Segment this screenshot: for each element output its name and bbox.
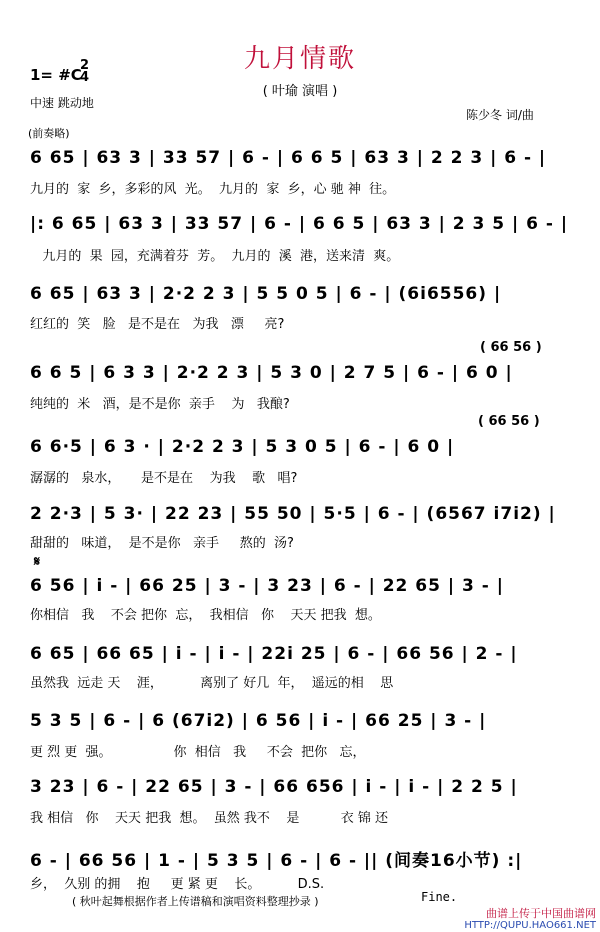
time-denominator: 4 (80, 70, 90, 85)
composer-credit: 陈少冬 词/曲 (466, 108, 534, 122)
lyrics-row-8: 虽然我 远走 天 涯， 离别了 好几 年， 遥远的相 思 (30, 676, 394, 691)
lyrics-row-9: 更 烈 更 强。 你 相信 我 不会 把你 忘， (30, 745, 366, 760)
lyrics-row-7: 你相信 我 不会 把你 忘， 我相信 你 天天 把我 想。 (30, 608, 381, 623)
notation-row-4: 6 6 5 | 6 3 3 | 2·2 2 3 | 5 3 0 | 2 7 5 | 6 - | 6 0 | (30, 363, 513, 383)
notation-row-11: 6 - | 66 56 | 1 - | 5 3 5 | 6 - | 6 - || (间奏16小节) :| (30, 851, 523, 871)
notation-row-6: 2 2·3 | 5 3· | 22 23 | 55 50 | 5·5 | 6 - | (6567 i7i2) | (30, 504, 556, 524)
lyrics-row-10: 我 相信 你 天天 把我 想。 虽然 我不 是 衣 锦 还 (30, 811, 388, 826)
lyrics-row-2: 九月的 果 园，充满着芬 芳。 九月的 溪 港，送来清 爽。 (30, 249, 400, 264)
segno-icon: 𝄋 (34, 554, 41, 570)
notation-row-1: 6 65 | 63 3 | 33 57 | 6 - | 6 6 5 | 63 3 | 2 2 3 | 6 - | (30, 148, 547, 168)
bracket-note-2: ( 66 56 ) (478, 414, 540, 429)
notation-row-3: 6 65 | 63 3 | 2·2 2 3 | 5 5 0 5 | 6 - | (6i6556) | (30, 284, 502, 304)
lyrics-row-6: 甜甜的 味道， 是不是你 亲手 熬的 汤? (30, 536, 294, 551)
song-title: 九月情歌 (243, 44, 356, 74)
notation-row-2: |: 6 65 | 63 3 | 33 57 | 6 - | 6 6 5 | 63 3 | 2 3 5 | 6 - | (30, 214, 569, 234)
notation-row-8: 6 65 | 66 65 | i - | i - | 22i 25 | 6 - | 66 56 | 2 - | (30, 644, 518, 664)
notation-row-10: 3 23 | 6 - | 22 65 | 3 - | 66 656 | i - | i - | 2 2 5 | (30, 777, 518, 797)
prelude-note: (前奏略) (28, 127, 70, 140)
fine-marking: Fine. (421, 890, 458, 904)
watermark (464, 908, 596, 932)
watermark-text: 曲谱上传于中国曲谱网 (486, 907, 596, 920)
watermark-url: HTTP://QUPU.HAO661.NET (464, 920, 596, 931)
time-numerator: 2 (80, 58, 90, 73)
singer-credit: ( 叶瑜 演唱 ) (262, 84, 338, 99)
notation-row-7: 6 56 | i - | 66 25 | 3 - | 3 23 | 6 - | 22 65 | 3 - | (30, 576, 504, 596)
lyrics-row-1: 九月的 家 乡，多彩的风 光。 九月的 家 乡，心 驰 神 往。 (30, 182, 396, 197)
notation-row-5: 6 6·5 | 6 3 · | 2·2 2 3 | 5 3 0 5 | 6 - | 6 0 | (30, 437, 455, 457)
notation-row-9: 5 3 5 | 6 - | 6 (67i2) | 6 56 | i - | 66 25 | 3 - | (30, 711, 487, 731)
key-signature: 1= #C (30, 66, 82, 84)
tempo-marking: 中速 跳动地 (30, 96, 94, 110)
bracket-note-1: ( 66 56 ) (480, 340, 542, 355)
transcription-credit: ( 秋叶起舞根据作者上传谱稿和演唱资料整理抄录 ) (72, 895, 319, 908)
lyrics-row-5: 潺潺的 泉水， 是不是在 为我 歌 唱? (30, 471, 298, 486)
lyrics-row-4: 纯纯的 米 酒，是不是你 亲手 为 我酿? (30, 397, 290, 412)
lyrics-row-11: 乡， 久别 的拥 抱 更 紧 更 长。 D.S. (30, 877, 325, 892)
time-signature (80, 60, 89, 84)
lyrics-row-3: 红红的 笑 脸 是不是在 为我 漂 亮? (30, 317, 285, 332)
